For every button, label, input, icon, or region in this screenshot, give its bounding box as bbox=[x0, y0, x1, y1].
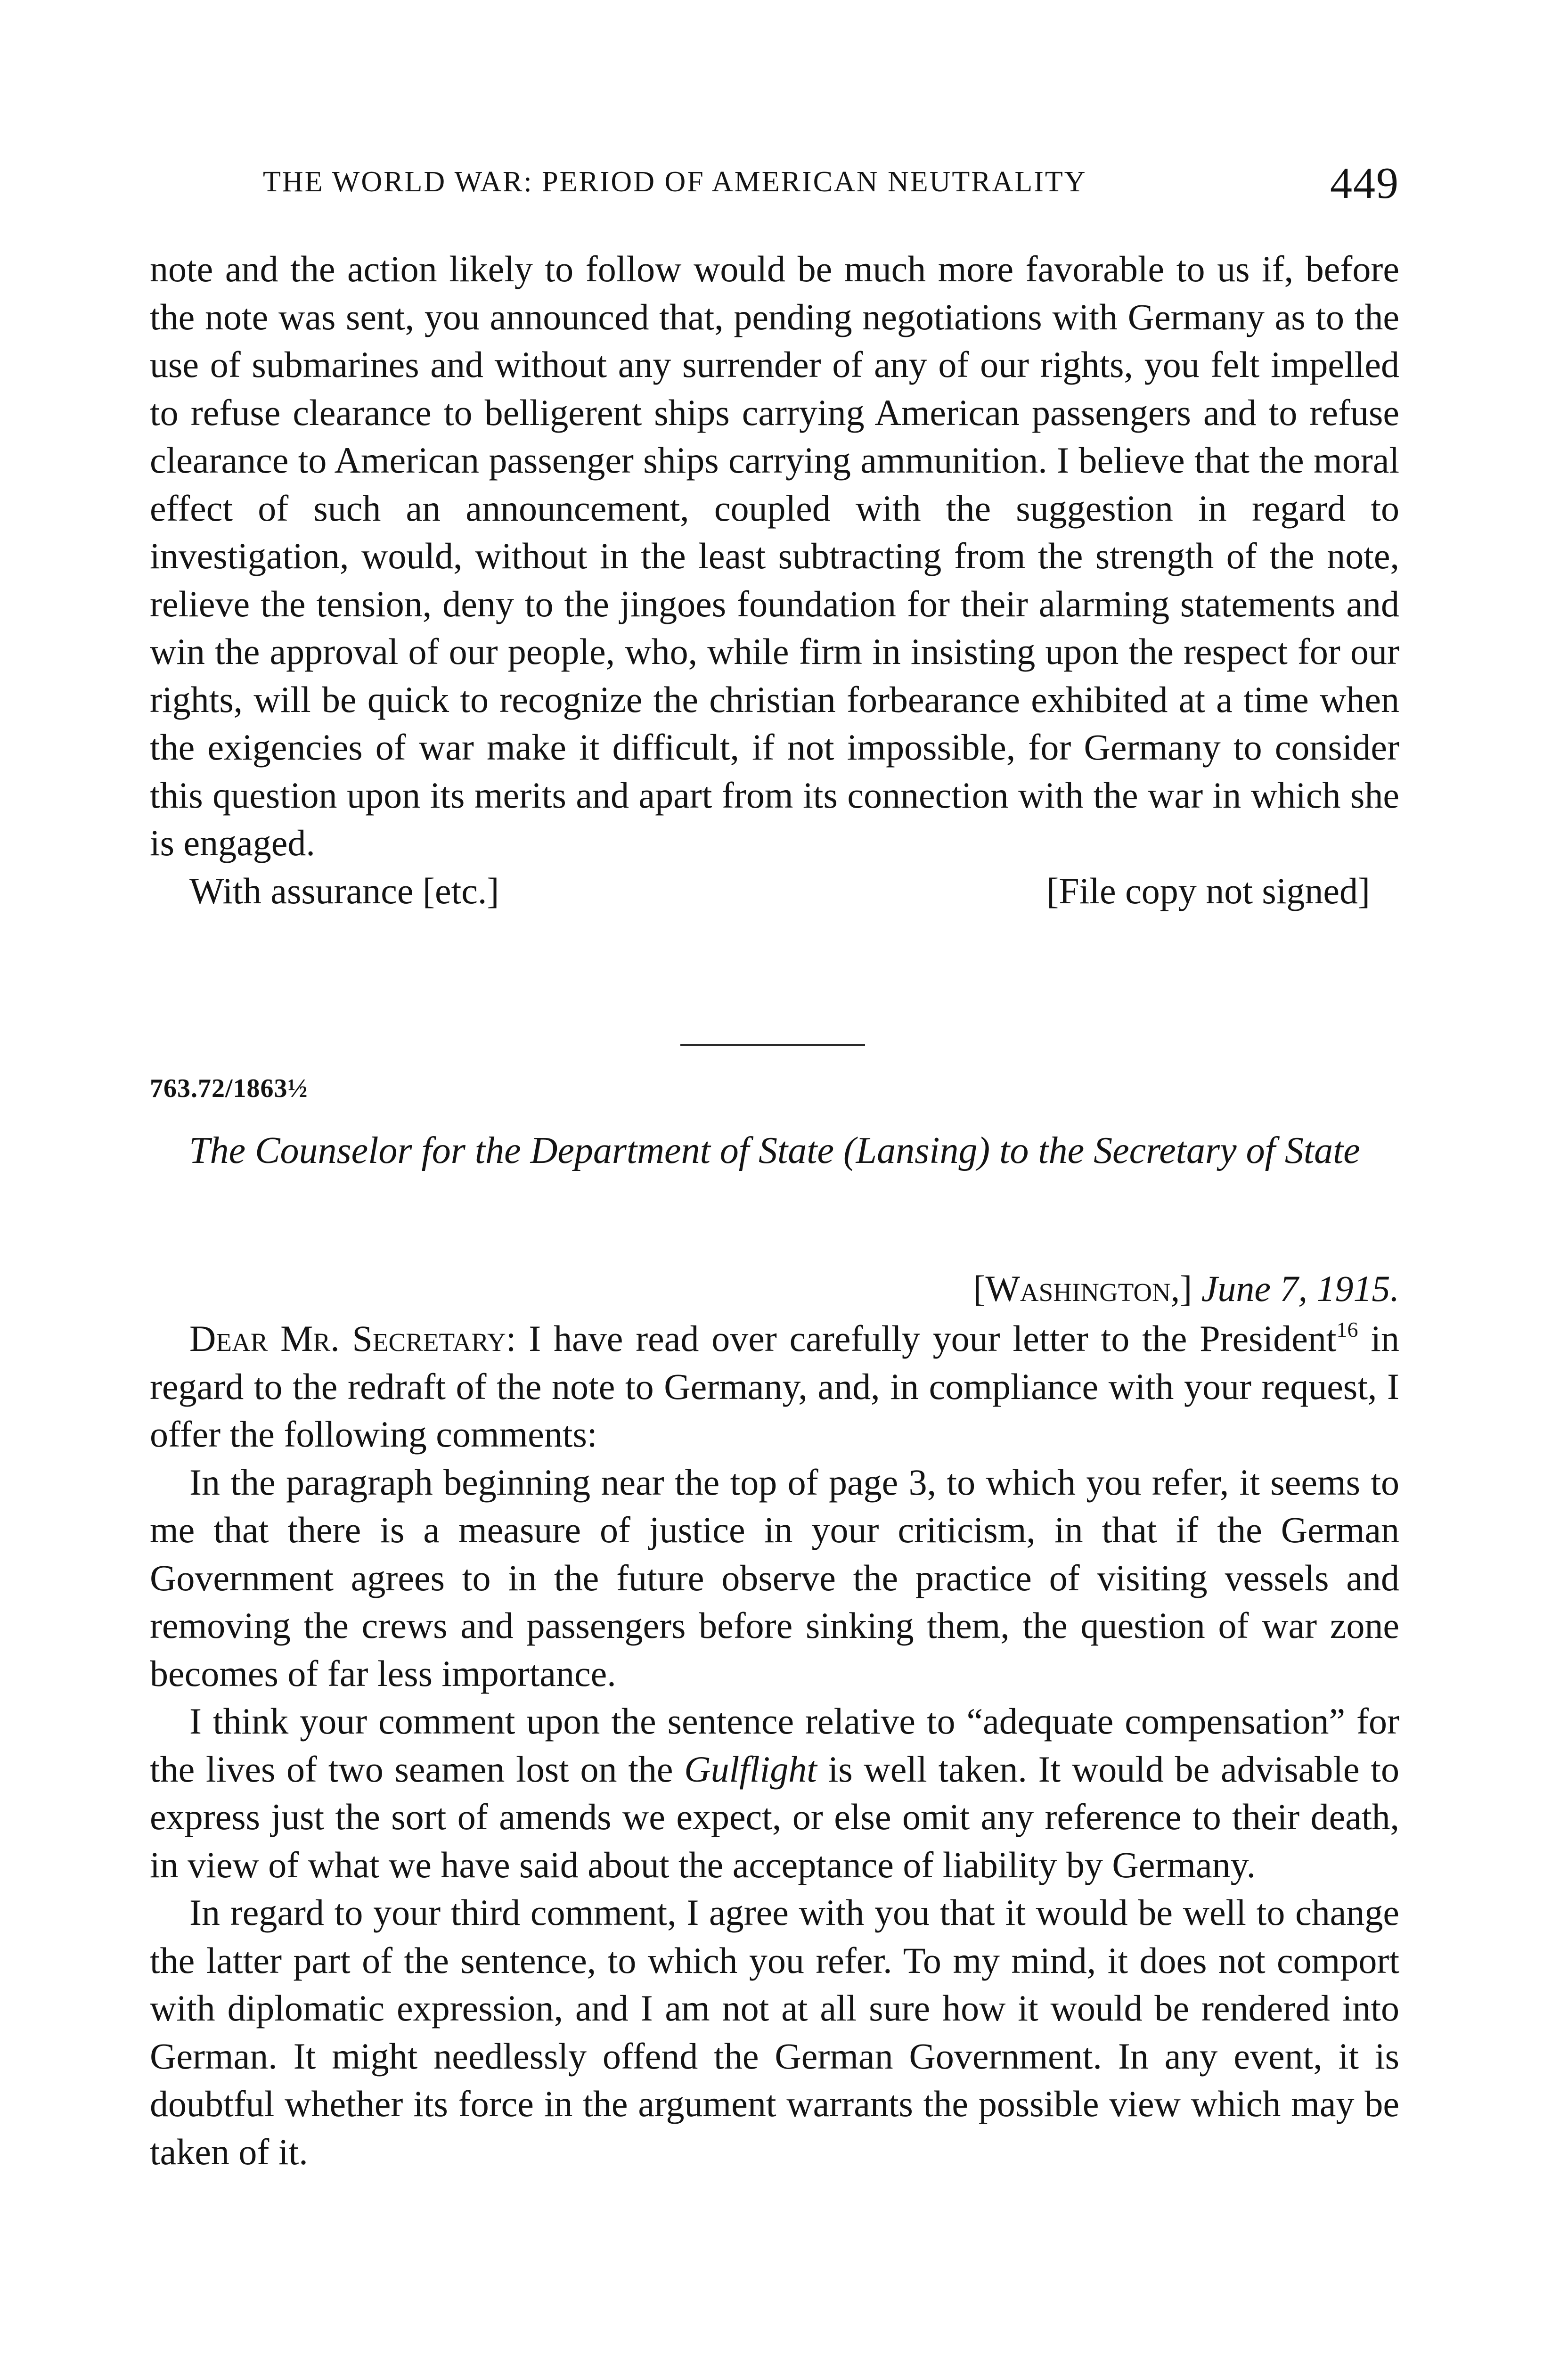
paragraph-3-text-b: is well taken. It would be advisable to express just the sort of amends we expect, or else omit any reference to their death, in view of what we have said about the acceptance of liability by Germany. bbox=[150, 1748, 1399, 1885]
closing-line bbox=[150, 867, 1399, 915]
running-head-title: THE WORLD WAR: PERIOD OF AMERICAN NEUTRALITY bbox=[263, 166, 1087, 198]
letter-paragraph-1 bbox=[150, 1315, 1399, 1458]
footnote-reference: 16 bbox=[1336, 1317, 1358, 1342]
document-heading: The Counselor for the Department of State (Lansing) to the Secretary of State bbox=[189, 1130, 1360, 1171]
letter-paragraph-3 bbox=[150, 1697, 1399, 1889]
letter-paragraph-2: In the paragraph beginning near the top of page 3, to which you refer, it seems to me that there is a measure of justice in your criticism, in that if the German Government agrees to in the future observe the practice of visiting vessels and removing the crews and passengers before sinking them, the question of war zone becomes of far less importance. bbox=[150, 1461, 1399, 1694]
continued-letter bbox=[150, 245, 1399, 915]
dateline-date: June 7, 1915. bbox=[1201, 1268, 1399, 1309]
continued-paragraph: note and the action likely to follow would be much more favorable to us if, before the note was sent, you announced that, pending negotiations with Germany as to the use of submarines and without any surrender of any of our rights, you felt impelled to refuse clearance to belligerent ships carrying American passengers and to refuse clearance to American passenger ships carrying ammunition. I believe that the moral effect of such an announcement, coupled with the suggestion in regard to investigation, would, without in the least subtracting from the strength of the note, relieve the tension, deny to the jingoes foundation for their alarming statements and win the approval of our people, who, while firm in insisting upon the respect for our rights, will be quick to recognize the christian forbearance exhibited at a time when the exigencies of war make it difficult, if not impossible, for Germany to consider this question upon its merits and apart from its connection with the war in which she is engaged. bbox=[150, 248, 1399, 863]
dateline bbox=[973, 1268, 1399, 1310]
file-number: 763.72/1863½ bbox=[150, 1074, 308, 1103]
ship-name: Gulflight bbox=[684, 1748, 817, 1790]
closing-text: With assurance [etc.] bbox=[189, 870, 499, 911]
paragraph-1-text-b: in regard to the redraft of the note to Germany, and, in compliance with your request, I offer the following comments: bbox=[150, 1318, 1400, 1455]
signature-note: [File copy not signed] bbox=[1046, 870, 1370, 911]
page-number: 449 bbox=[1330, 159, 1399, 208]
letter-paragraph-4: In regard to your third comment, I agree with you that it would be well to change the latter part of the sentence, to which you refer. To my mind, it does not comport with diplomatic expression, and I am not at all sure how it would be rendered into German. It might needlessly offend the German Government. In any event, it is doubtful whether its force in the argument warrants the possible view which may be taken of it. bbox=[150, 1892, 1399, 2172]
letter-body bbox=[150, 1315, 1399, 2176]
paragraph-3-text-a: I think your comment upon the sentence relative to “adequate compensation” for the lives of two seamen lost on the bbox=[150, 1701, 1399, 1790]
dateline-open-bracket: [ bbox=[973, 1268, 986, 1309]
dateline-place: Washington, bbox=[985, 1268, 1180, 1309]
dateline-close-bracket: ] bbox=[1180, 1268, 1192, 1309]
running-head bbox=[263, 158, 1399, 208]
section-divider bbox=[680, 1044, 865, 1046]
paragraph-1-text-a: I have read over carefully your letter to the President bbox=[516, 1318, 1337, 1359]
salutation: Dear Mr. Secretary: bbox=[189, 1318, 516, 1359]
